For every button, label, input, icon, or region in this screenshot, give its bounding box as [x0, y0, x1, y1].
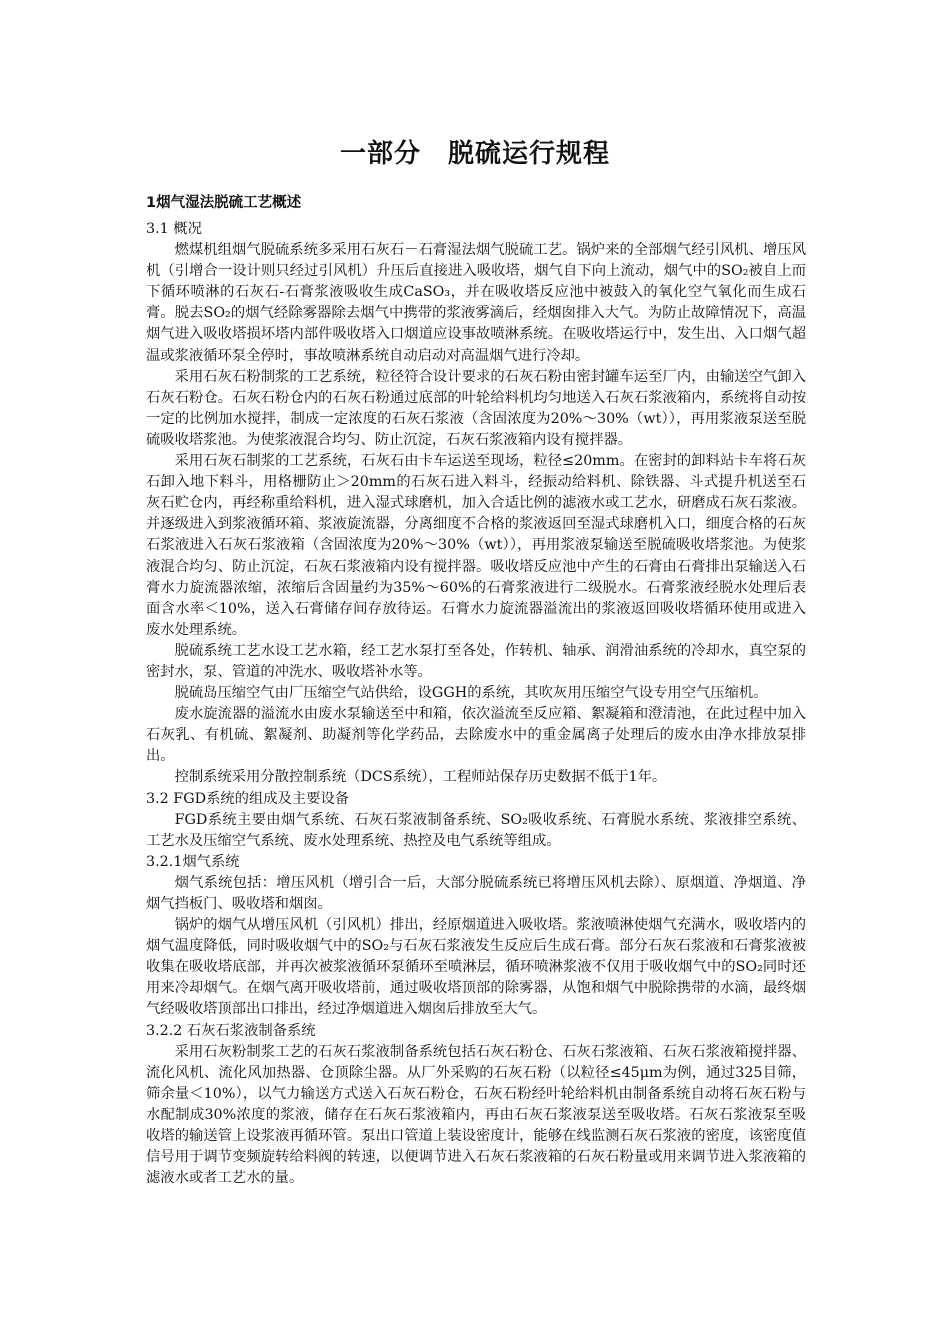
paragraph: 采用石灰石粉制浆的工艺系统，粒径符合设计要求的石灰石粉由密封罐车运至厂内，由输送空气卸入石灰石粉仓。石灰石粉仓内的石灰石粉通过底部的叶轮给料机均匀地送入石灰石浆液箱内，系统将自动按一定的比例加水搅拌，制成一定浓度的石灰石浆液（含固浓度为20%～30%（wt）），再用浆液泵送至脱硫吸收塔浆池。为使浆液混合均匀、防止沉淀，石灰石浆液箱内设有搅拌器。	[146, 368, 806, 448]
paragraph: FGD系统主要由烟气系统、石灰石浆液制备系统、SO₂吸收系统、石膏脱水系统、浆液排空系统、工艺水及压缩空气系统、废水处理系统、热控及电气系统等组成。	[146, 811, 806, 849]
paragraph: 采用石灰粉制浆工艺的石灰石浆液制备系统包括石灰石粉仓、石灰石浆液箱、石灰石浆液箱搅拌器、流化风机、流化风加热器、仓顶除尘器。从厂外采购的石灰石粉（以粒径≤45μm为例，通过325目筛，筛余量＜10%），以气力输送方式送入石灰石粉仓，石灰石粉经叶轮给料机由制备系统自动将石灰石粉与水配制成30%浓度的浆液，储存在石灰石浆液箱内，再由石灰石浆液泵送至吸收塔。石灰石浆液泵至吸收塔的输送管上设浆液再循环管。泵出口管道上装设密度计，能够在线监测石灰石浆液的密度，该密度值信号用于调节变频旋转给料阀的转速，以便调节进入石灰石浆液箱的石灰石粉量或用来调节进入浆液箱的滤液水或者工艺水的量。	[146, 1043, 806, 1187]
section-heading-3-2-2: 3.2.2 石灰石浆液制备系统	[146, 1022, 316, 1039]
paragraph: 废水旋流器的溢流水由废水泵输送至中和箱，依次溢流至反应箱、絮凝箱和澄清池，在此过程中加入石灰乳、有机硫、絮凝剂、助凝剂等化学药品，去除废水中的重金属离子处理后的废水由净水排放泵排出。	[146, 706, 806, 765]
section-heading-3-2-1: 3.2.1烟气系统	[146, 853, 240, 870]
paragraph: 锅炉的烟气从增压风机（引风机）排出，经原烟道进入吸收塔。浆液喷淋使烟气充满水，吸收塔内的烟气温度降低，同时吸收烟气中的SO₂与石灰石浆液发生反应后生成石膏。部分石灰石浆液和石膏浆液被收集在吸收塔底部，并再次被浆液循环泵循环至喷淋层，循环喷淋浆液不仅用于吸收烟气中的SO₂同时还用来冷却烟气。在烟气离开吸收塔前，通过吸收塔顶部的除雾器，从饱和烟气中脱除携带的水滴，最终烟气经吸收塔顶部出口排出，经过净烟道进入烟囱后排放至大气。	[146, 917, 806, 1018]
section-heading-3-2: 3.2 FGD系统的组成及主要设备	[146, 790, 350, 807]
section-heading-3-1: 3.1 概况	[146, 221, 202, 237]
paragraph: 脱硫岛压缩空气由厂压缩空气站供给，设GGH的系统，其吹灰用压缩空气设专用空气压缩机。	[174, 685, 768, 702]
paragraph: 脱硫系统工艺水设工艺水箱，经工艺水泵打至各处，作转机、轴承、润滑油系统的冷却水，真空泵的密封水，泵、管道的冲洗水、吸收塔补水等。	[146, 642, 806, 680]
document-body	[146, 219, 806, 1189]
page-title: 一部分 脱硫运行规程	[339, 139, 610, 169]
paragraph: 控制系统采用分散控制系统（DCS系统），工程师站保存历史数据不低于1年。	[174, 769, 667, 786]
paragraph: 采用石灰石制浆的工艺系统，石灰石由卡车运送至现场，粒径≤20mm。在密封的卸料站卡车将石灰石卸入地下料斗，用格栅防止＞20mm的石灰石进入料斗，经振动给料机、除铁器、斗式提升机送至石灰石贮仓内，再经称重给料机，进入湿式球磨机，加入合适比例的滤液水或工艺水，研磨成石灰石浆液。并逐级进入到浆液循环箱、浆液旋流器，分离细度不合格的浆液返回至湿式球磨机入口，细度合格的石灰石浆液进入石灰石浆液箱（含固浓度为20%～30%（wt）），再用浆液泵输送至脱硫吸收塔浆池。为使浆液混合均匀、防止沉淀，石灰石浆液箱内设有搅拌器。吸收塔反应池中产生的石膏由石膏排出泵输送入石膏水力旋流器浓缩，浓缩后含固量约为35%～60%的石膏浆液进行二级脱水。石膏浆液经脱水处理后表面含水率＜10%，送入石膏储存间存放待运。石膏水力旋流器溢流出的浆液返回吸收塔循环使用或进入废水处理系统。	[146, 453, 806, 638]
paragraph: 燃煤机组烟气脱硫系统多采用石灰石－石膏湿法烟气脱硫工艺。锅炉来的全部烟气经引风机、增压风机（引增合一设计则只经过引风机）升压后直接进入吸收塔，烟气自下向上流动，烟气中的SO₂被自上而下循环喷淋的石灰石-石膏浆液吸收生成CaSO₃，并在吸收塔反应池中被鼓入的氧化空气氧化而生成石膏。脱去SO₂的烟气经除雾器除去烟气中携带的浆液雾滴后，经烟囱排入大气。为防止故障情况下，高温烟气进入吸收塔损坏塔内部件吸收塔入口烟道应设事故喷淋系统。在吸收塔运行中，发生出、入口烟气超温或浆液循环泵全停时，事故喷淋系统自动启动对高温烟气进行冷却。	[146, 242, 806, 364]
chapter-heading: 1烟气湿法脱硫工艺概述	[146, 195, 302, 211]
paragraph: 烟气系统包括：增压风机（增引合一后，大部分脱硫系统已将增压风机去除）、原烟道、净烟道、净烟气挡板门、吸收塔和烟囱。	[146, 874, 806, 912]
